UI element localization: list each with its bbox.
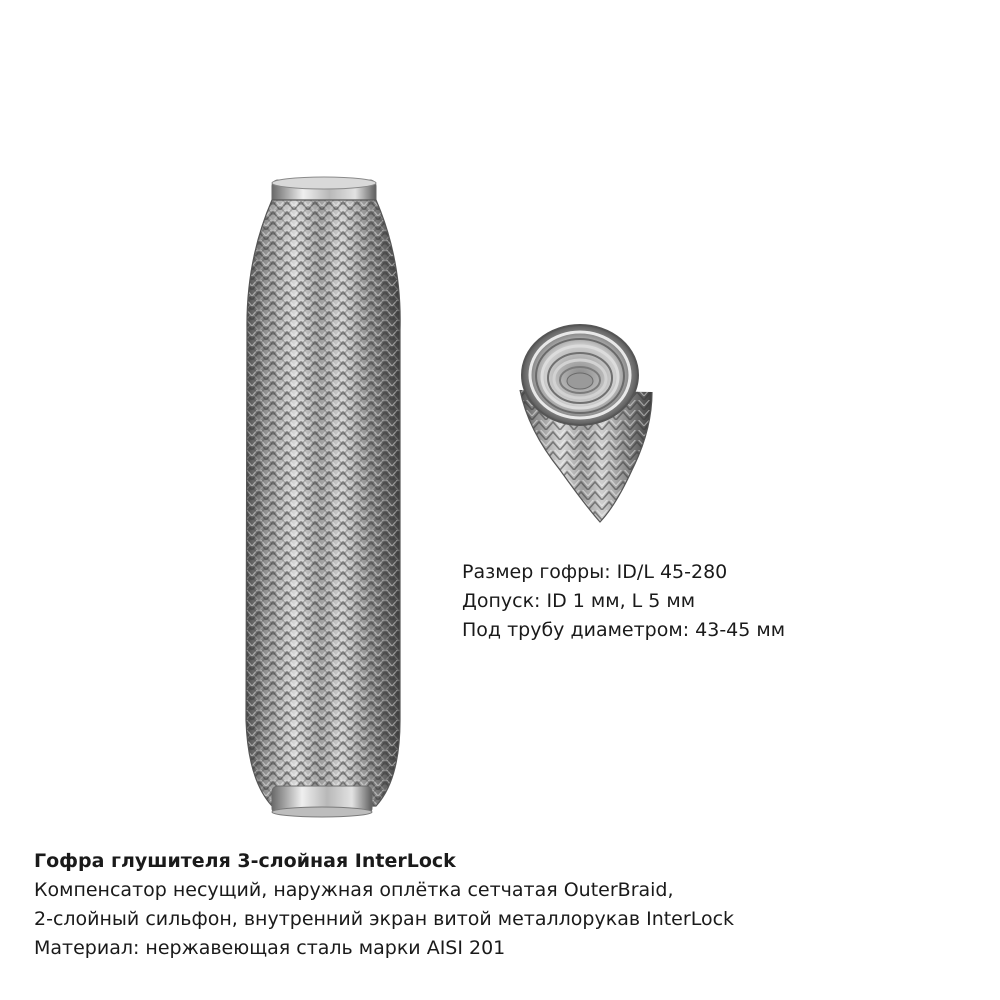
product-title: Гофра глушителя 3-слойная InterLock <box>34 850 456 872</box>
spec-size: Размер гофры: ID/L 45-280 <box>462 561 728 583</box>
spec-pipe-diameter: Под трубу диаметром: 43-45 мм <box>462 619 786 641</box>
spec-list <box>462 558 785 645</box>
corrugated-pipe <box>240 177 417 820</box>
spec-tolerance: Допуск: ID 1 мм, L 5 мм <box>462 590 696 612</box>
product-description <box>34 847 734 963</box>
description-line: 2-слойный сильфон, внутренний экран витой металлорукав InterLock <box>34 908 735 930</box>
material-line: Материал: нержавеющая сталь марки AISI 201 <box>34 937 506 959</box>
description-line: Компенсатор несущий, наружная оплётка сетчатая OuterBraid, <box>34 879 674 901</box>
inner-structure-view <box>515 325 660 530</box>
